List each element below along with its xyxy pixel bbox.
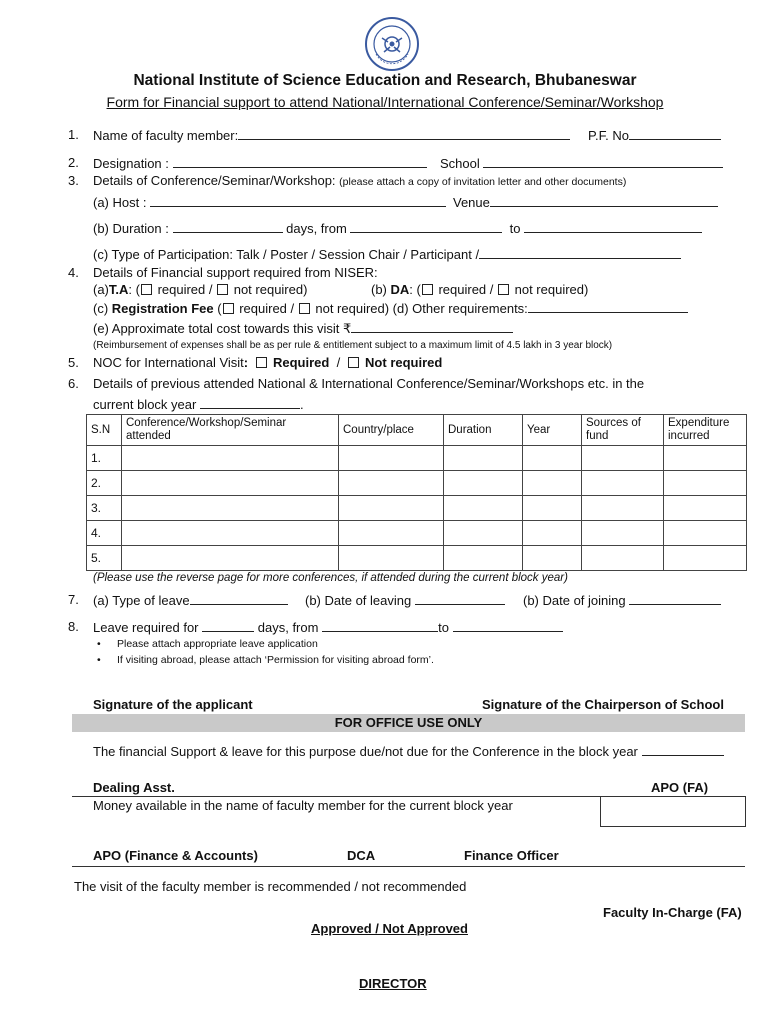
apo-fa-label: APO (FA) — [651, 780, 709, 795]
dca-label: DCA — [347, 848, 376, 863]
table-cell[interactable] — [444, 496, 523, 521]
table-cell[interactable] — [122, 446, 339, 471]
due-not-due-field[interactable] — [93, 743, 724, 759]
duration-label: (b) Duration : — [93, 221, 169, 236]
da-required-checkbox[interactable] — [422, 284, 433, 295]
col-header-sn: S.N — [87, 415, 122, 446]
participation-label: (c) Type of Participation: Talk / Poster / Session Chair / Participant / — [93, 247, 480, 262]
table-row — [87, 471, 747, 496]
reimbursement-note: (Reimbursement of expenses shall be as per rule & entitlement subject to a maximum limit of 4.5 lakh in 3 year block) — [93, 340, 613, 351]
date-leaving-label: (b) Date of leaving — [305, 593, 412, 608]
noc-field[interactable]: NOC for International Visit: Required / Not required — [93, 355, 443, 370]
bullet-abroad-permission: • If visiting abroad, please attach ‘Permission for visiting abroad form’. — [97, 654, 434, 666]
item-number-6: 6. — [68, 376, 79, 391]
venue-field[interactable] — [453, 194, 718, 210]
recommendation-label: The visit of the faculty member is recommended / not recommended — [74, 879, 467, 894]
table-cell[interactable] — [523, 496, 582, 521]
table-cell[interactable] — [122, 521, 339, 546]
days-from-label: days, from — [286, 221, 347, 236]
dealing-asst-label: Dealing Asst. — [93, 780, 175, 795]
item-number-1: 1. — [68, 127, 79, 142]
da-field[interactable]: (b) DA: ( required / not required) — [371, 282, 589, 297]
col-header-duration: Duration — [444, 415, 523, 446]
table-cell[interactable] — [339, 446, 444, 471]
table-cell[interactable] — [339, 471, 444, 496]
date-leaving-field[interactable] — [305, 592, 505, 608]
designation-label: Designation : — [93, 156, 169, 171]
leave-to-label: to — [438, 620, 449, 635]
item-number-7: 7. — [68, 592, 79, 607]
col-header-country: Country/place — [339, 415, 444, 446]
school-label: School — [440, 156, 480, 171]
due-text-label: The financial Support & leave for this purpose due/not due for the Conference in the block year — [93, 744, 638, 759]
reg-required-checkbox[interactable] — [223, 303, 234, 314]
table-cell[interactable] — [444, 521, 523, 546]
bullet-leave-application: • Please attach appropriate leave application — [97, 638, 318, 650]
ta-field[interactable]: (a)T.A: ( required / not required) — [93, 282, 308, 297]
row-number: 1. — [87, 446, 122, 471]
leave-type-label: (a) Type of leave — [93, 593, 190, 608]
item-number-2: 2. — [68, 155, 79, 170]
table-row — [87, 446, 747, 471]
current-block-year-field[interactable]: current block year . — [93, 397, 304, 412]
previous-conferences-table — [86, 414, 747, 571]
item-number-4: 4. — [68, 265, 79, 280]
noc-not-required-checkbox[interactable] — [348, 357, 359, 368]
apo-finance-label: APO (Finance & Accounts) — [93, 848, 258, 863]
table-cell[interactable] — [582, 496, 664, 521]
divider — [72, 866, 745, 867]
col-header-conference: Conference/Workshop/Seminar attended — [122, 415, 339, 446]
approx-cost-label: (e) Approximate total cost towards this visit ₹ — [93, 321, 352, 336]
school-field[interactable] — [440, 155, 723, 171]
approval-status-label: Approved / Not Approved — [311, 921, 468, 936]
divider — [72, 796, 600, 797]
table-cell[interactable] — [122, 496, 339, 521]
faculty-name-label: Name of faculty member: — [93, 128, 239, 143]
table-cell[interactable] — [444, 446, 523, 471]
table-cell[interactable] — [339, 521, 444, 546]
office-use-banner — [72, 714, 745, 732]
niser-logo — [364, 16, 420, 72]
table-cell[interactable] — [523, 471, 582, 496]
to-label: to — [509, 221, 521, 236]
current-block-label: current block year — [93, 397, 197, 412]
ta-required-checkbox[interactable] — [141, 284, 152, 295]
table-cell[interactable] — [582, 446, 664, 471]
pf-no-label: P.F. No — [588, 128, 629, 143]
table-cell[interactable] — [122, 471, 339, 496]
col-header-sources: Sources of fund — [582, 415, 664, 446]
reg-not-required-checkbox[interactable] — [299, 303, 310, 314]
registration-fee-field[interactable]: (c) Registration Fee ( required / not required) (d) Other requirements: — [93, 300, 688, 316]
approx-cost-field[interactable] — [93, 320, 513, 337]
ta-not-required-checkbox[interactable] — [217, 284, 228, 295]
duration-field[interactable] — [93, 220, 702, 236]
pf-no-field[interactable] — [588, 127, 721, 143]
col-header-expenditure: Expenditure incurred — [664, 415, 747, 446]
table-cell[interactable] — [664, 521, 747, 546]
venue-label: Venue — [453, 195, 490, 210]
leave-required-label: Leave required for — [93, 620, 199, 635]
item-number-5: 5. — [68, 355, 79, 370]
conference-details-heading: Details of Conference/Seminar/Workshop: (please attach a copy of invitation letter and other documents) — [93, 173, 627, 188]
table-cell[interactable] — [664, 446, 747, 471]
director-label: DIRECTOR — [359, 976, 427, 991]
participation-field[interactable] — [93, 246, 681, 262]
da-not-required-checkbox[interactable] — [498, 284, 509, 295]
table-row — [87, 521, 747, 546]
leave-type-field[interactable] — [93, 592, 288, 608]
table-cell[interactable] — [444, 471, 523, 496]
institute-name: National Institute of Science Education and Research, Bhubaneswar — [133, 72, 637, 89]
table-cell[interactable] — [582, 546, 664, 571]
table-cell[interactable] — [664, 546, 747, 571]
row-number: 4. — [87, 521, 122, 546]
table-row — [87, 546, 747, 571]
faculty-name-field[interactable] — [93, 127, 570, 143]
financial-support-heading: Details of Financial support required from NISER: — [93, 265, 378, 280]
item-number-3: 3. — [68, 173, 79, 188]
col-header-year: Year — [523, 415, 582, 446]
reverse-page-note: (Please use the reverse page for more conferences, if attended during the current block year) — [93, 572, 568, 584]
leave-days-from-label: days, from — [257, 620, 319, 635]
table-cell[interactable] — [444, 546, 523, 571]
host-field[interactable] — [93, 194, 446, 210]
host-label: (a) Host : — [93, 195, 147, 210]
table-cell[interactable] — [664, 496, 747, 521]
item-number-8: 8. — [68, 619, 79, 634]
table-cell[interactable] — [339, 546, 444, 571]
applicant-signature-label: Signature of the applicant — [93, 697, 253, 712]
form-title: Form for Financial support to attend National/International Conference/Seminar/Workshop — [106, 94, 664, 110]
table-cell[interactable] — [582, 521, 664, 546]
designation-field[interactable] — [93, 155, 427, 171]
leave-required-field[interactable] — [93, 619, 563, 635]
money-available-box[interactable] — [600, 796, 746, 827]
previous-conferences-heading: Details of previous attended National & International Conference/Seminar/Workshops etc. in the — [93, 376, 645, 391]
table-cell[interactable] — [122, 546, 339, 571]
faculty-incharge-label: Faculty In-Charge (FA) — [603, 905, 742, 920]
money-available-label: Money available in the name of faculty member for the current block year — [93, 798, 513, 813]
chairperson-signature-label: Signature of the Chairperson of School — [482, 697, 724, 712]
table-cell[interactable] — [523, 546, 582, 571]
table-cell[interactable] — [664, 471, 747, 496]
row-number: 3. — [87, 496, 122, 521]
table-header-row — [87, 415, 747, 446]
table-cell[interactable] — [339, 496, 444, 521]
table-cell[interactable] — [582, 471, 664, 496]
row-number: 2. — [87, 471, 122, 496]
date-joining-label: (b) Date of joining — [523, 593, 626, 608]
table-cell[interactable] — [523, 521, 582, 546]
office-use-heading: FOR OFFICE USE ONLY — [334, 715, 483, 730]
noc-required-checkbox[interactable] — [256, 357, 267, 368]
finance-officer-label: Finance Officer — [464, 848, 559, 863]
date-joining-field[interactable] — [523, 592, 721, 608]
table-row — [87, 496, 747, 521]
row-number: 5. — [87, 546, 122, 571]
table-cell[interactable] — [523, 446, 582, 471]
